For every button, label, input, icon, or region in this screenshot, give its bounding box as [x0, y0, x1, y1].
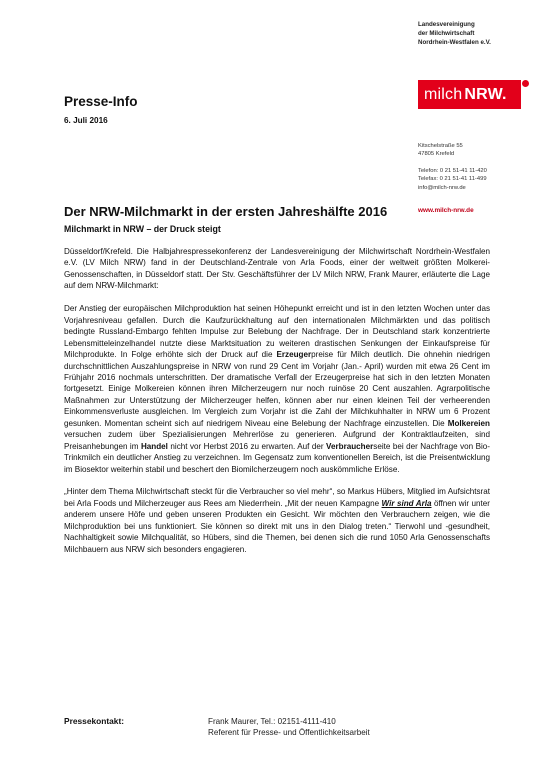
- text-run: versuchen zudem über Spezialisierungen Mehrerlöse zu generieren. Aufgrund der Kontraktlaufzeiten, sind Preisanhebungen im: [64, 430, 490, 451]
- highlight-verbraucher: Verbraucher: [326, 441, 374, 451]
- contact-block: [418, 142, 543, 192]
- paragraph-intro: Düsseldorf/Krefeld. Die Halbjahrespressekonferenz der Landesvereinigung der Milchwirtschaft Nordrhein-Westfalen e.V. (LV Milch NRW) fand in der Deutschland-Zentrale von Arla Foods, einer der weltweit größten Molkerei-Genossenschaften, in Düsseldorf statt. Der Stv. Geschäftsführer der LV Milch NRW, Frank Maurer, erläuterte die Lage auf dem NRW-Milchmarkt:: [64, 247, 490, 291]
- press-info-title: Presse-Info: [64, 94, 138, 109]
- press-contact-label: Pressekontakt:: [64, 716, 125, 726]
- paragraph-quote: [64, 486, 490, 555]
- org-line: Landesvereinigung: [418, 21, 475, 28]
- article-subheadline: Milchmarkt in NRW – der Druck steigt: [64, 224, 221, 234]
- address-fax: Telefax: 0 21 51-41 11-499: [418, 176, 487, 183]
- address-street: Kitschelstraße 55: [418, 143, 463, 149]
- text-run: öffnen wir unter anderem unsere Höfe und geben unseren Produkten ein Gesicht. Wir möchten den Verbrauchern zeigen, wie die Milchproduktion bei uns funktioniert. Sie können so direkt mit uns in den Dialog treten.“ Tierwohl und -gesundheit, Nachhaltigkeit sowie Milchqualität, so Hübers, sind die Themen, bei denen sich die rund 1050 Arla Genossenschafts Milchbauern aus NRW sich besonders engagieren.: [64, 498, 490, 554]
- org-line: der Milchwirtschaft: [418, 30, 475, 37]
- text-run: seite bei der Nachfrage von Bio-Trinkmilch ein deutlicher Anstieg zu verzeichnen. Im Gegensatz zum konventionellen Bereich, ist die Preisentwicklung im Biosektor weiterhin stabil und beschert den Biomilcherzeugern noch auskömmliche Erlöse.: [64, 441, 491, 474]
- highlight-erzeuger: Erzeuger: [276, 350, 312, 360]
- website-link[interactable]: www.milch-nrw.de: [418, 207, 474, 214]
- highlight-handel: Handel: [140, 441, 168, 451]
- logo-text-milch: milch: [424, 85, 463, 103]
- address-phone: Telefon: 0 21 51-41 11-420: [418, 167, 487, 174]
- logo-text-nrw: NRW.: [464, 85, 507, 103]
- contact-name-phone: Frank Maurer, Tel.: 02151-4111-410: [208, 717, 336, 726]
- press-contact-person: [208, 716, 370, 738]
- campaign-name: Wir sind Arla: [381, 498, 432, 508]
- text-run: Der Anstieg der europäischen Milchproduktion hat seinen Höhepunkt erreicht und ist in den letzten Wochen unter das Vorjahresniveau gefallen. Durch die Kaufzurückhaltung auf den internationalen Milchmärkten und das politisch bedingte Russland-Embargo fehlten Impulse zur Belebung der Nachfrage. Der in Deutschland stark konzentrierte Lebensmitteleinzelhandel nutzte diese Marktsituation zu weiteren drastischen Senkungen der Einkaufspreise für Milchprodukte. In Folge erhöhte sich der Druck auf die: [64, 304, 490, 360]
- organization-name: [418, 20, 543, 47]
- address-email: info@milch-nrw.de: [418, 184, 466, 191]
- contact-role: Referent für Presse- und Öffentlichkeitsarbeit: [208, 728, 370, 737]
- address-city: 47805 Krefeld: [418, 151, 455, 158]
- org-line: Nordrhein-Westfalen e.V.: [418, 39, 491, 46]
- press-date: 6. Juli 2016: [64, 116, 108, 125]
- milch-nrw-logo: [418, 80, 521, 109]
- article-body: [64, 246, 490, 567]
- paragraph-market: [64, 303, 490, 475]
- highlight-molkereien: Molkereien: [447, 418, 490, 428]
- logo-dot-icon: [522, 80, 529, 87]
- text-run: preise für Milch deutlich. Die ohnehin niedrigen durchschnittlichen Auszahlungspreise in NRW von rund 29 Cent im Vorjahr (Jan.- April) wurden mit etwa 26 Cent im Frühjahr 2016 nochmals unterschritten. Der dramatische Verfall der Erzeugerpreise hat sich in den letzten Monaten fortgesetzt. Einige Molkereien können ihren Milcherzeugern nur noch ruinöse 20 Cent auszahlen. Agrarpolitische Maßnahmen zur Unterstützung der Milcherzeuger helfen, können aber nur einen kleinen Teil der verheerenden Einkommensverluste ausgleichen. Im Vergleich zum Vorjahr ist die Zahl der Milchkuhhalter in NRW um 6 Prozent gesunken. Momentan scheint sich auf niedrigem Niveau eine Belebung der Nachfrage einzustellen. Die: [64, 350, 490, 428]
- text-run: nicht vor Herbst 2016 zu erwarten. Auf der: [167, 441, 327, 451]
- text-run: „Hinter dem Thema Milchwirtschaft steckt für die Verbraucher so viel mehr“, so Markus Hübers, Mitglied im Aufsichtsrat bei Arla Foods und Milcherzeuger aus Rees am Niederrhein. „Mit der neuen Kampagne: [64, 487, 490, 508]
- article-headline: Der NRW-Milchmarkt in der ersten Jahreshälfte 2016: [64, 204, 388, 219]
